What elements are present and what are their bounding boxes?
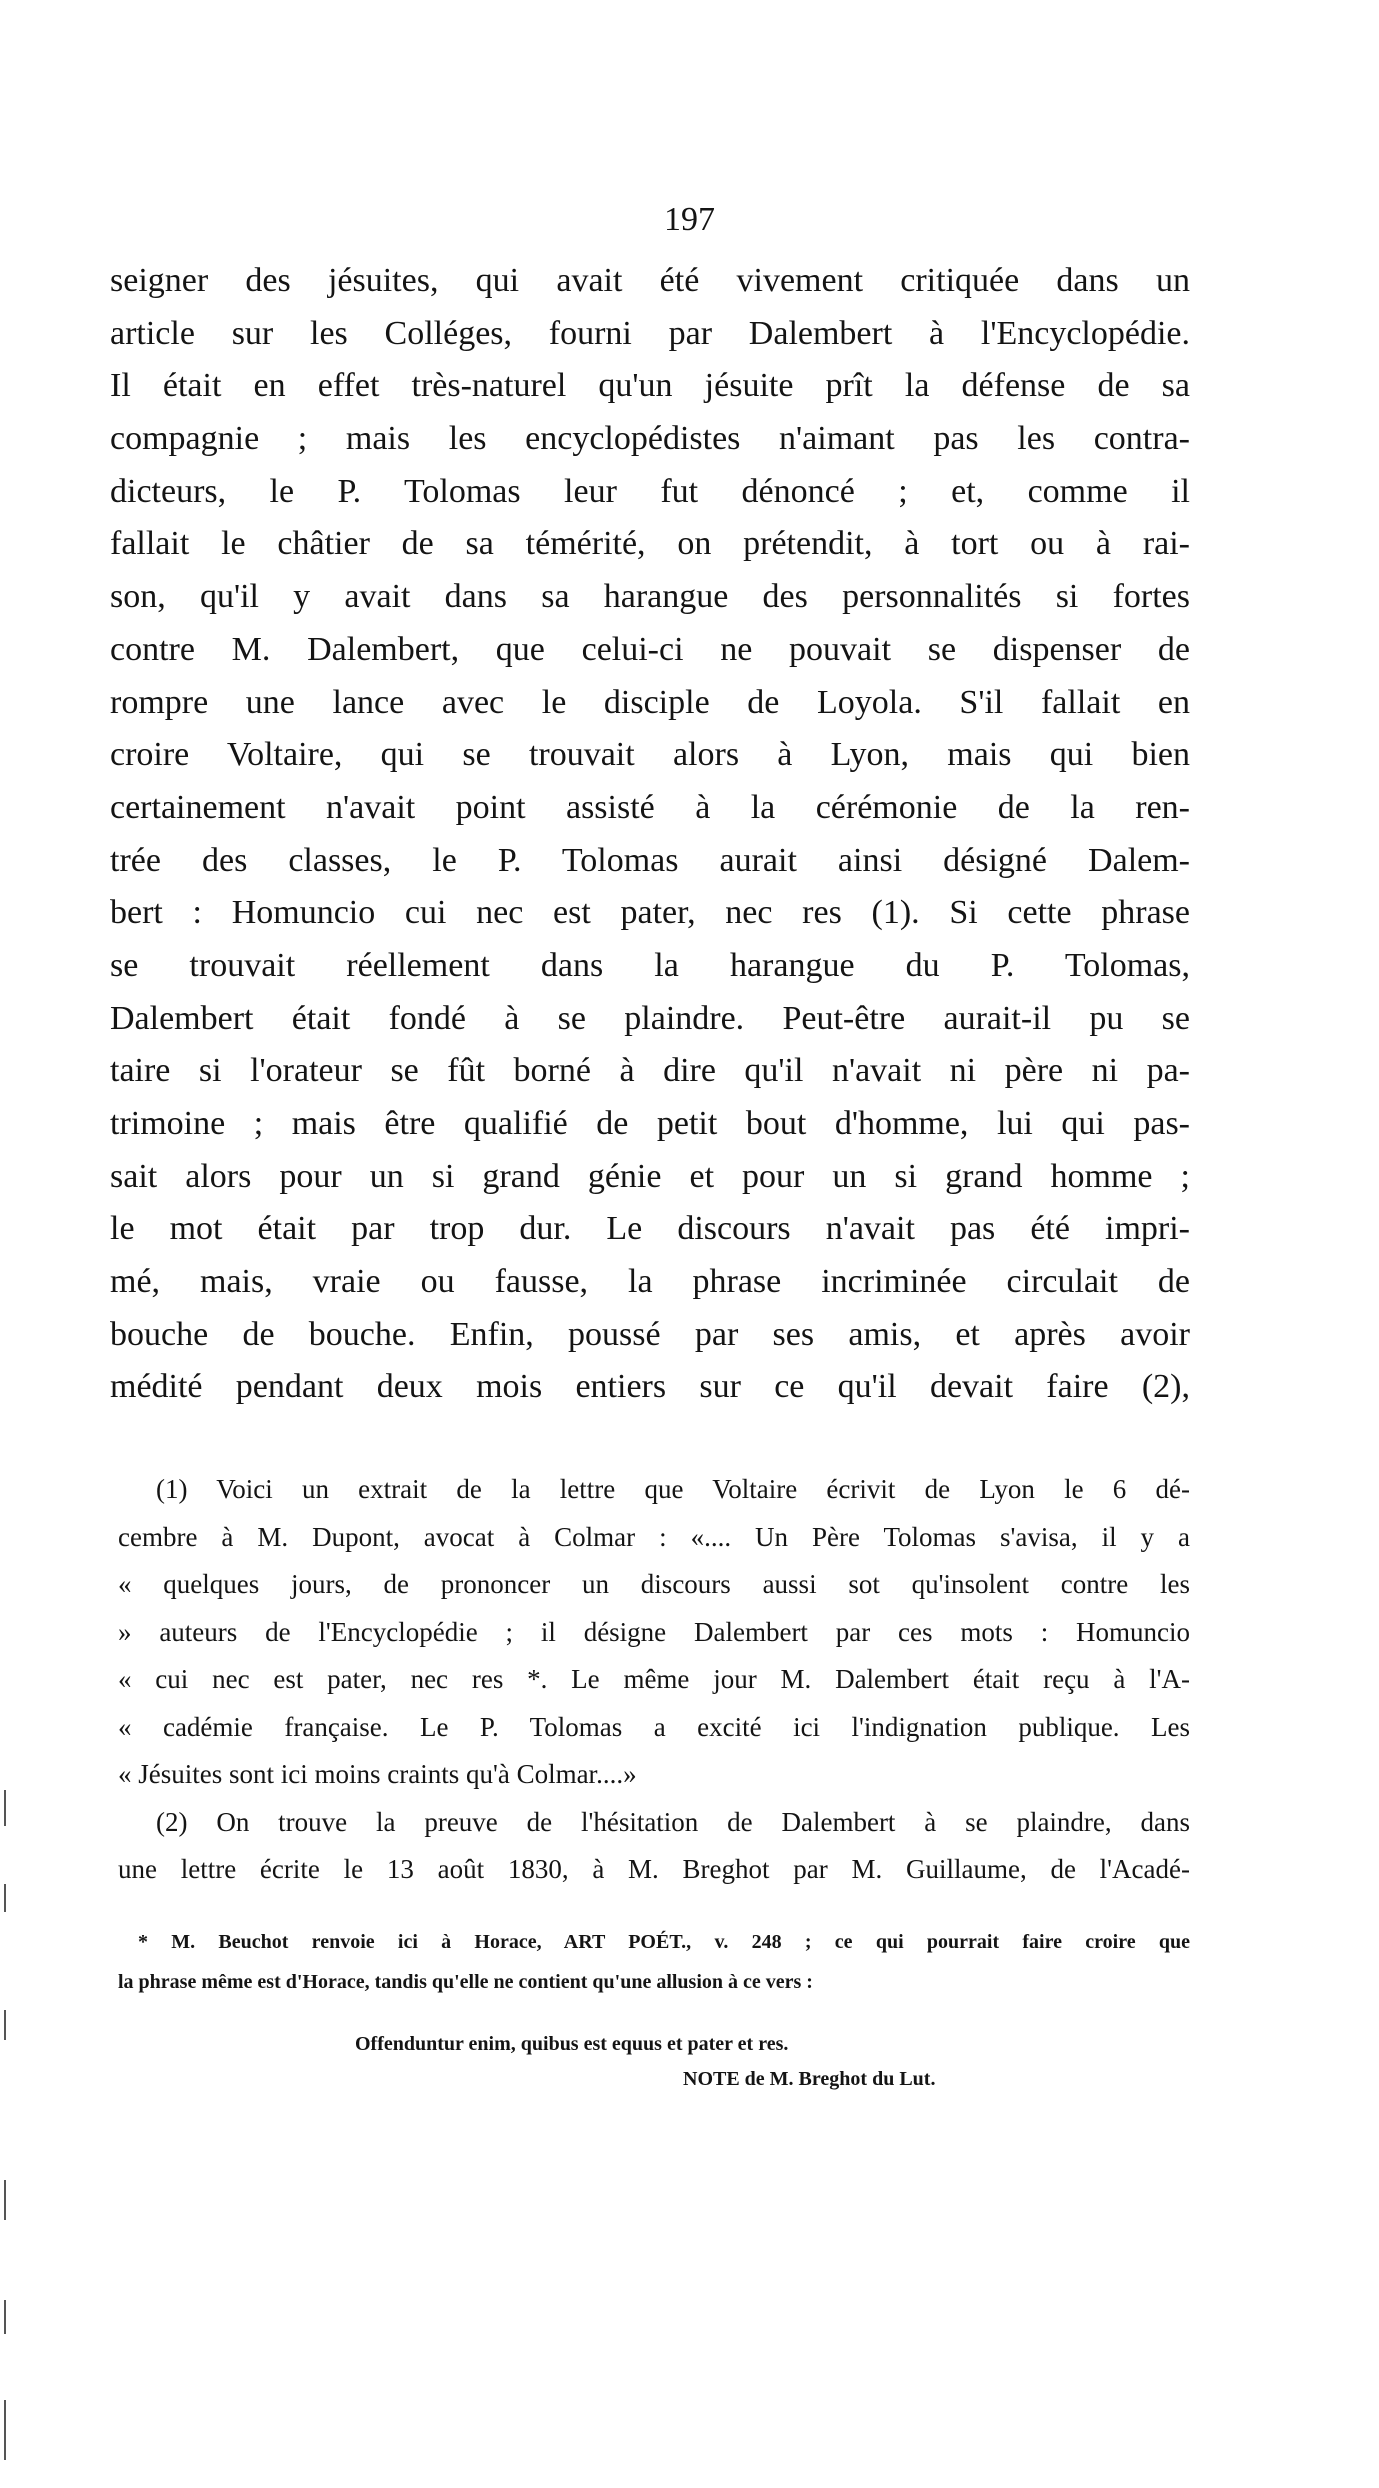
footnotes — [118, 1466, 1190, 1894]
body-line: sait alors pour un si grand génie et pour un si grand homme ; — [110, 1157, 1190, 1195]
body-line: son, qu'il y avait dans sa harangue des personnalités si fortes — [110, 578, 1190, 616]
body-line: bert : Homuncio cui nec est pater, nec res (1). Si cette phrase — [110, 894, 1190, 932]
body-line: se trouvait réellement dans la harangue du P. Tolomas, — [110, 946, 1190, 984]
body-line: trimoine ; mais être qualifié de petit bout d'homme, lui qui pas- — [110, 1105, 1190, 1142]
note-line: la phrase même est d'Horace, tandis qu'elle ne contient qu'une allusion à ce vers : — [118, 1971, 813, 1993]
footnote-line: « Jésuites sont ici moins craints qu'à Colmar....» — [118, 1759, 637, 1789]
note-line: * M. Beuchot renvoie ici à Horace, ART POÉT., v. 248 ; ce qui pourrait faire croire que — [138, 1931, 1190, 1953]
body-line: article sur les Colléges, fourni par Dalembert à l'Encyclopédie. — [110, 314, 1190, 352]
margin-scan-mark — [4, 1884, 6, 1912]
body-line: dicteurs, le P. Tolomas leur fut dénoncé ; et, comme il — [110, 472, 1190, 510]
body-line: Dalembert était fondé à se plaindre. Peut-être aurait-il pu se — [110, 999, 1190, 1037]
body-line: trée des classes, le P. Tolomas aurait ainsi désigné Dalem- — [110, 841, 1190, 879]
footnote-line: cembre à M. Dupont, avocat à Colmar : «.... Un Père Tolomas s'avisa, il y a — [118, 1521, 1190, 1552]
body-line: médité pendant deux mois entiers sur ce qu'il devait faire (2), — [110, 1368, 1190, 1406]
note-signature: NOTE de M. Breghot du Lut. — [683, 2068, 936, 2090]
margin-scan-mark — [4, 2400, 6, 2460]
body-line: rompre une lance avec le disciple de Loyola. S'il fallait en — [110, 683, 1190, 721]
margin-scan-mark — [4, 2180, 6, 2220]
footnote-line: (2) On trouve la preuve de l'hésitation de Dalembert à se plaindre, dans — [156, 1806, 1190, 1837]
footnote-line: « cadémie française. Le P. Tolomas a excité ici l'indignation publique. Les — [118, 1711, 1190, 1742]
main-text — [110, 255, 1190, 1414]
footnote-line: » auteurs de l'Encyclopédie ; il désigne Dalembert par ces mots : Homuncio — [118, 1616, 1190, 1647]
body-line: certainement n'avait point assisté à la cérémonie de la ren- — [110, 788, 1190, 826]
body-line: croire Voltaire, qui se trouvait alors à Lyon, mais qui bien — [110, 736, 1190, 774]
body-line: compagnie ; mais les encyclopédistes n'aimant pas les contra- — [110, 420, 1190, 458]
verse-quotation: Offenduntur enim, quibus est equus et pater et res. — [355, 2033, 789, 2055]
footnote-line: une lettre écrite le 13 août 1830, à M. Breghot par M. Guillaume, de l'Acadé- — [118, 1854, 1190, 1884]
margin-scan-mark — [4, 2300, 6, 2334]
footnote-line: (1) Voici un extrait de la lettre que Voltaire écrivit de Lyon le 6 dé- — [156, 1474, 1190, 1504]
editor-note — [118, 1922, 1190, 2002]
footnote-line: « quelques jours, de prononcer un discours aussi sot qu'insolent contre les — [118, 1569, 1190, 1599]
body-line: contre M. Dalembert, que celui-ci ne pouvait se dispenser de — [110, 630, 1190, 668]
body-line: Il était en effet très-naturel qu'un jésuite prît la défense de sa — [110, 367, 1190, 405]
margin-scan-mark — [4, 1790, 6, 1826]
margin-scan-mark — [4, 2010, 6, 2040]
footnote-line: « cui nec est pater, nec res *. Le même jour M. Dalembert était reçu à l'A- — [118, 1664, 1190, 1694]
body-line: mé, mais, vraie ou fausse, la phrase incriminée circulait de — [110, 1263, 1190, 1301]
body-line: bouche de bouche. Enfin, poussé par ses amis, et après avoir — [110, 1315, 1190, 1353]
body-line: fallait le châtier de sa témérité, on prétendit, à tort ou à rai- — [110, 525, 1190, 563]
body-line: taire si l'orateur se fût borné à dire qu'il n'avait ni père ni pa- — [110, 1052, 1190, 1090]
body-line: le mot était par trop dur. Le discours n'avait pas été impri- — [110, 1210, 1190, 1248]
page-number: 197 — [664, 201, 715, 238]
body-line: seigner des jésuites, qui avait été vivement critiquée dans un — [110, 262, 1190, 299]
